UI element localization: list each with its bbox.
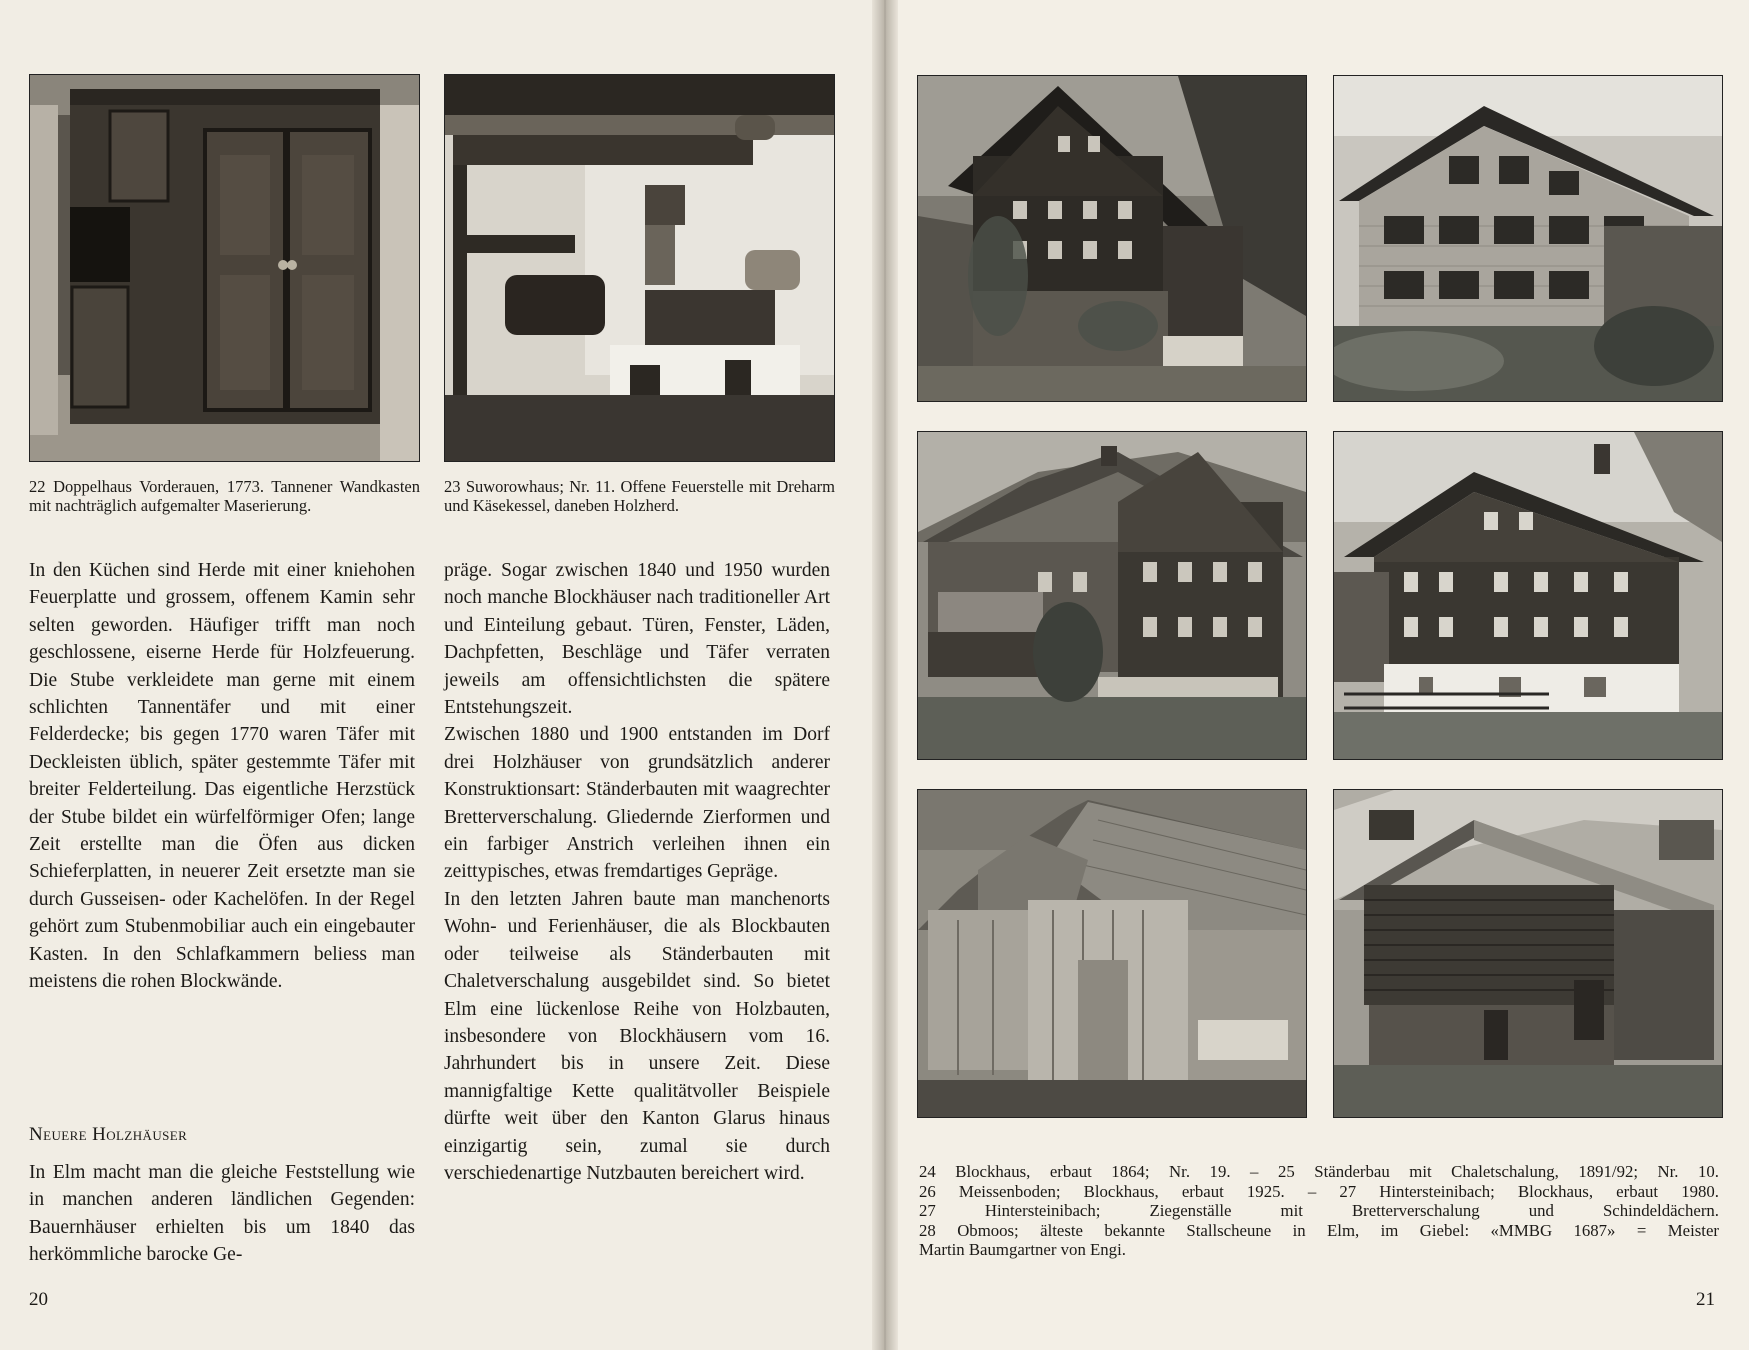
section-heading: Neuere Holzhäuser [29,1124,188,1145]
body-column-1-continued [29,1159,415,1269]
body-paragraph: In den Küchen sind Herde mit einer kniehohen Feuerplatte und grossem, offenem Kamin sehr selten geworden. Häufiger trifft man noch geschlossene, eiserne Herde für Holzfeuerung. Die Stube verkleidete man gerne mit einem schlichten Tannentäfer und mit einer Felderdecke; bis gegen 1770 waren Täfer mit Deckleisten üblich, später gestemmte Täfer mit breiter Felderteilung. Das eigentliche Herzstück der Stube bildet ein würfelförmiger Ofen; lange Zeit erstellte man die Öfen aus dicken Schieferplatten, in neuerer Zeit ersetzte man sie durch Gusseisen- oder Kachelöfen. In der Regel gehört zum Stubenmobiliar auch ein eingebauter Kasten. In den Schlafkammern beliess man meistens die rohen Blockwände. [29,560,415,993]
body-column-2 [444,557,830,1187]
photo-23-feuerstelle [444,74,835,462]
photo-22-wandkasten [29,74,420,462]
photo-25-staenderbau [1333,75,1723,402]
body-paragraph: Zwischen 1880 und 1900 entstanden im Dorf drei Holzhäuser von grundsätzlich anderer Konstruktionsart: Ständerbauten mit waagrechter Bretterverschalung. Gliedernde Zierformen und ein farbiger Anstrich verleihen ihnen ein zeittypisches, etwas fremdartiges Gepräge. [444,724,830,883]
caption-line: 26 Meissenboden; Blockhaus, erbaut 1925. – 27 Hintersteinibach; Blockhaus, erbaut 1980. [919,1181,1719,1201]
caption-figs-24-28 [919,1162,1719,1260]
photo-27-hintersteinibach-blockhaus [1333,431,1723,760]
caption-line: 28 Obmoos; älteste bekannte Stallscheune in Elm, im Giebel: «MMBG 1687» = Meister [919,1220,1719,1240]
photo-28-obmoos-stallscheune [1333,789,1723,1118]
book-gutter [872,0,898,1350]
body-paragraph: In den letzten Jahren baute man manchenorts Wohn- und Ferienhäuser, die als Blockbauten oder teilweise als Ständerbauten mit Chaletverschalung ausgebildet sind. So bietet Elm eine lückenlose Reihe von Holzbauten, insbesondere von Blockhäusern vom 16. Jahrhundert bis in unsere Zeit. Diese mannigfaltige Kette qualitätvoller Beispiele dürfte weit über den Kanton Glarus hinaus einzigartig sein, zumal sie durch verschiedenartige Nutzbauten bereichert wird. [444,888,830,1184]
caption-line: Martin Baumgartner von Engi. [919,1240,1126,1260]
photo-26-meissenboden [917,431,1307,760]
caption-line: 24 Blockhaus, erbaut 1864; Nr. 19. – 25 Ständerbau mit Chaletschalung, 1891/92; Nr. 10. [919,1162,1719,1181]
body-paragraph: präge. Sogar zwischen 1840 und 1950 wurden noch manche Blockhäuser nach traditioneller Art und Einteilung gebaut. Türen, Fenster, Läden, Dachpfetten, Beschläge und Täfer verraten jeweils am offensichtlichsten die spätere Entstehungszeit. [444,560,830,719]
caption-line: 27 Hintersteinibach; Ziegenställe mit Bretterverschalung und Schindeldächern. [919,1201,1719,1221]
page-number-right: 21 [1696,1289,1715,1310]
photo-24-blockhaus [917,75,1307,402]
photo-27-ziegenstaelle [917,789,1307,1118]
body-column-1 [29,557,415,996]
caption-fig-22: 22 Doppelhaus Vorderauen, 1773. Tannener Wandkasten mit nachträglich aufgemalter Maserierung. [29,477,420,515]
body-paragraph: In Elm macht man die gleiche Feststellung wie in manchen anderen ländlichen Gegenden: Bauernhäuser erhielten bis um 1840 das herkömmliche barocke Ge- [29,1162,415,1266]
caption-fig-23: 23 Suworowhaus; Nr. 11. Offene Feuerstelle mit Dreharm und Käsekessel, daneben Holzherd. [444,477,835,515]
page-number-left: 20 [29,1289,48,1310]
